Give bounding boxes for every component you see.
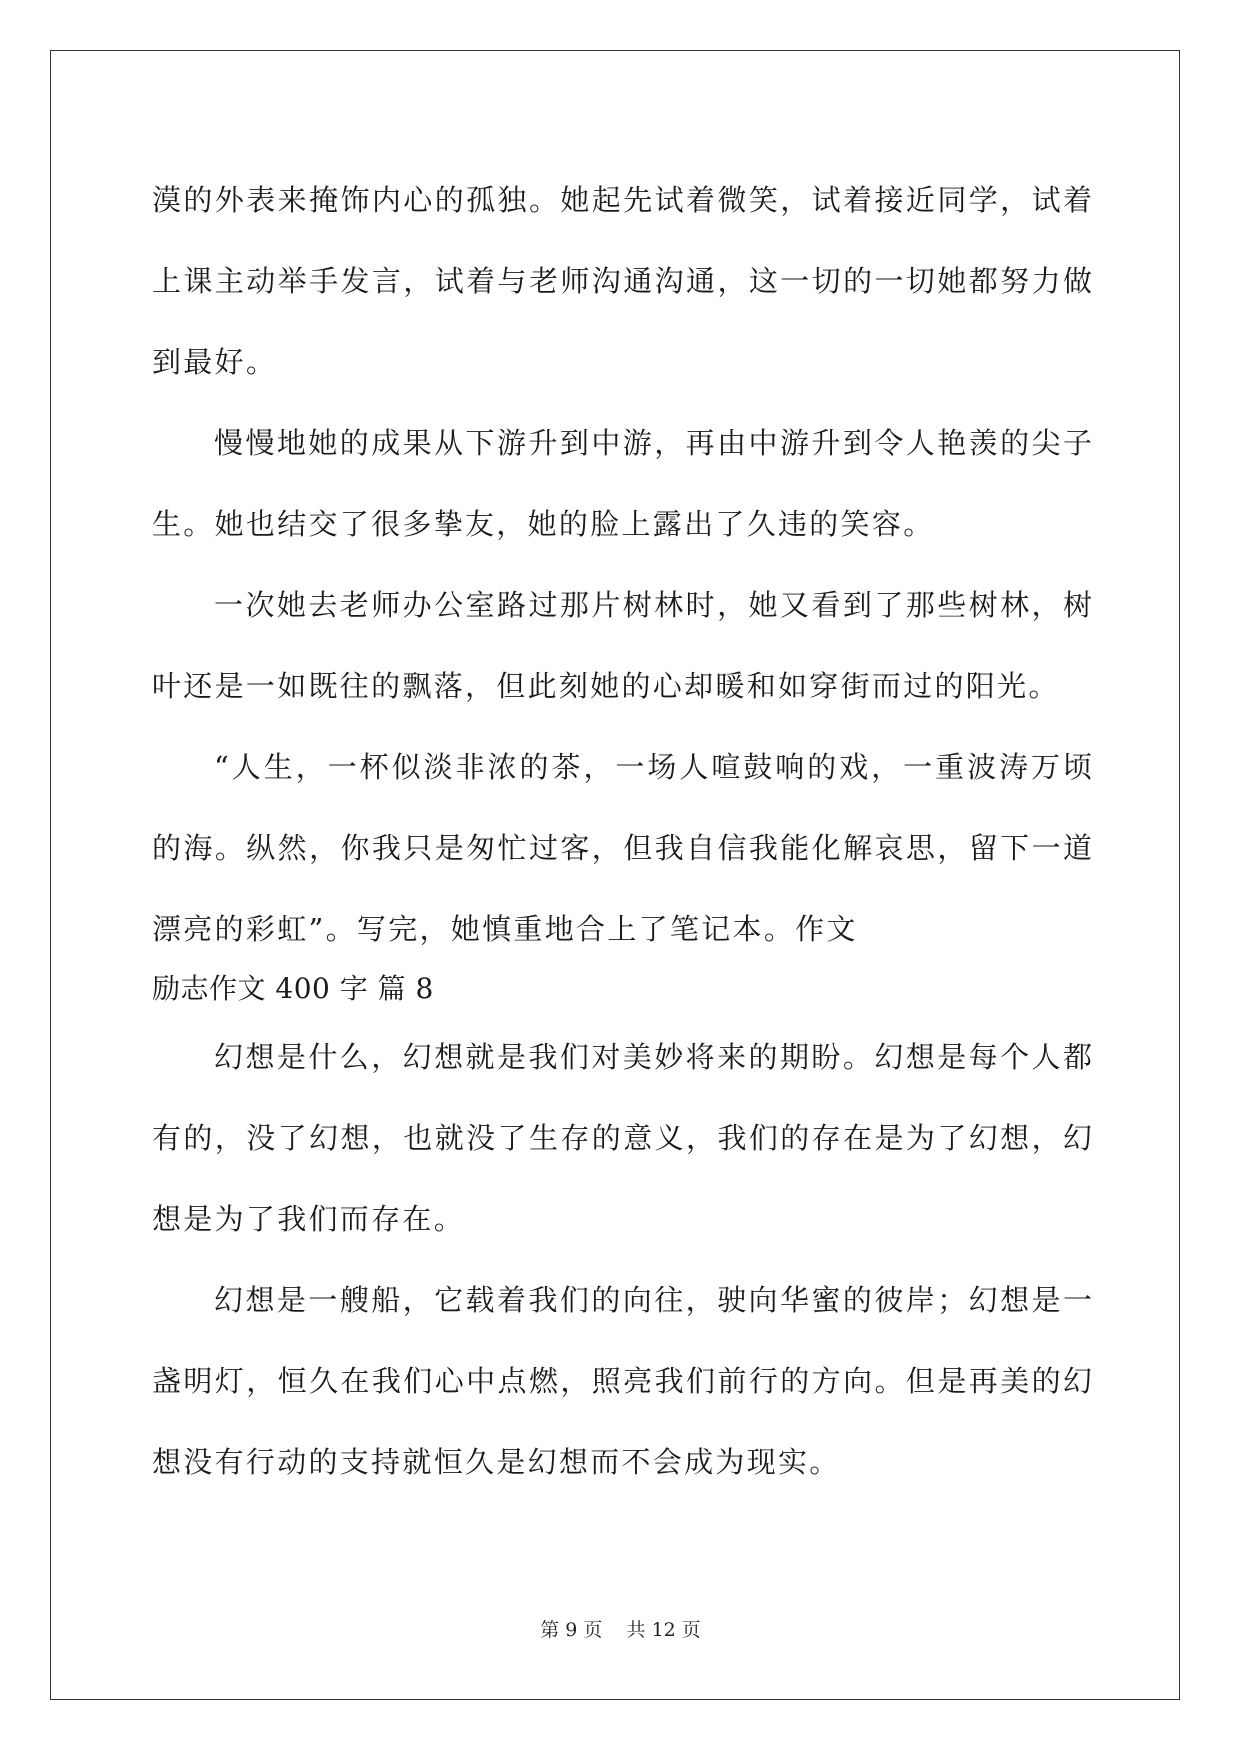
section-heading: 励志作文 400 字 篇 8 [152, 972, 434, 1005]
text-line: “人生，一杯似淡非浓的茶，一场人喧鼓响的戏，一重波涛万顷 [214, 750, 1092, 784]
text-line: 有的，没了幻想，也就没了生存的意义，我们的存在是为了幻想，幻 [152, 1121, 1092, 1155]
text-line: 盏明灯，恒久在我们心中点燃，照亮我们前行的方向。但是再美的幻 [152, 1364, 1092, 1398]
text-line: 幻想是一艘船，它载着我们的向往，驶向华蜜的彼岸；幻想是一 [214, 1283, 1092, 1317]
text-line: 到最好。 [152, 345, 278, 379]
text-line: 想没有行动的支持就恒久是幻想而不会成为现实。 [152, 1445, 841, 1479]
page-number-footer: 第 9 页 共 12 页 [540, 1619, 701, 1641]
text-line: 一次她去老师办公室路过那片树林时，她又看到了那些树林，树 [214, 588, 1092, 622]
text-line: 慢慢地她的成果从下游升到中游，再由中游升到令人艳羡的尖子 [214, 426, 1092, 460]
text-line: 幻想是什么，幻想就是我们对美妙将来的期盼。幻想是每个人都 [214, 1040, 1092, 1074]
text-line: 生。她也结交了很多挚友，她的脸上露出了久违的笑容。 [152, 507, 935, 541]
text-line: 漠的外表来掩饰内心的孤独。她起先试着微笑，试着接近同学，试着 [152, 183, 1092, 217]
document-body [152, 160, 1092, 1503]
text-line: 漂亮的彩虹”。写完，她慎重地合上了笔记本。作文 [152, 912, 858, 946]
text-line: 上课主动举手发言，试着与老师沟通沟通，这一切的一切她都努力做 [152, 264, 1092, 298]
text-line: 叶还是一如既往的飘落，但此刻她的心却暖和如穿街而过的阳光。 [152, 669, 1060, 703]
text-line: 想是为了我们而存在。 [152, 1202, 466, 1236]
text-line: 的海。纵然，你我只是匆忙过客，但我自信我能化解哀思，留下一道 [152, 831, 1092, 865]
